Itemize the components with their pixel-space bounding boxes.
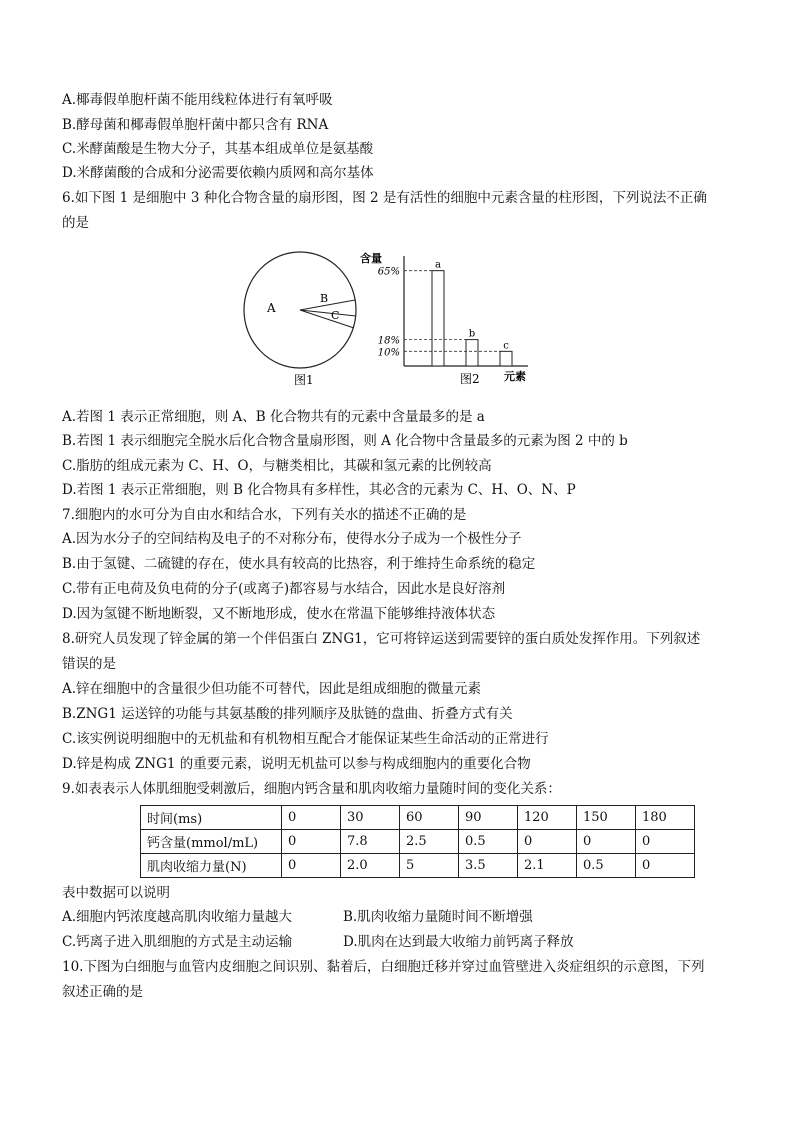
q9-after-table: 表中数据可以说明 — [62, 885, 170, 901]
table-cell: 150 — [577, 806, 636, 830]
q7-option-a: A.因为水分子的空间结构及电子的不对称分布，使得水分子成为一个极性分子 — [62, 531, 522, 547]
table-cell: 0 — [577, 830, 636, 854]
figure2-bar-chart — [360, 251, 528, 386]
q10-stem-line2: 叙述正确的是 — [62, 984, 143, 1000]
y-tick-label: 65% — [377, 266, 400, 278]
q6-option-c: C.脂肪的组成元素为 C、H、O，与糖类相比，其碳和氢元素的比例较高 — [62, 458, 492, 474]
table-cell: 2.5 — [400, 830, 459, 854]
q8-option-c: C.该实例说明细胞中的无机盐和有机物相互配合才能保证某些生命活动的正常进行 — [62, 731, 549, 747]
bar-label-b: b — [468, 328, 476, 340]
bar-a — [432, 271, 444, 366]
pie-label-a: A — [267, 301, 276, 315]
table-cell: 60 — [400, 806, 459, 830]
y-tick-label: 10% — [377, 347, 400, 359]
table-cell: 90 — [459, 806, 518, 830]
table-cell: 3.5 — [459, 854, 518, 878]
q7-stem: 7.细胞内的水可分为自由水和结合水，下列有关水的描述不正确的是 — [62, 507, 467, 523]
q6-figure — [238, 246, 538, 396]
q8-option-b: B.ZNG1 运送锌的功能与其氨基酸的排列顺序及肽链的盘曲、折叠方式有关 — [62, 706, 513, 722]
q7-option-b: B.由于氢键、二硫键的存在，使水具有较高的比热容，利于维持生命系统的稳定 — [62, 556, 536, 572]
y-axis-label: 含量 — [360, 252, 382, 265]
table-cell: 0 — [282, 806, 341, 830]
q8-stem-line2: 错误的是 — [62, 656, 116, 672]
table-cell: 120 — [518, 806, 577, 830]
table-row — [141, 854, 695, 878]
q10-stem-line1: 10.下图为白细胞与血管内皮细胞之间识别、黏着后，白细胞迁移并穿过血管壁进入炎症组织的示意图，下列 — [62, 959, 705, 975]
q9-stem: 9.如表表示人体肌细胞受刺激后，细胞内钙含量和肌肉收缩力量随时间的变化关系： — [62, 781, 561, 797]
x-axis-label: 元素 — [504, 370, 526, 383]
q8-option-a: A.锌在细胞中的含量很少但功能不可替代，因此是组成细胞的微量元素 — [62, 681, 482, 697]
q6-option-a: A.若图 1 表示正常细胞，则 A、B 化合物共有的元素中含量最多的是 a — [62, 409, 485, 425]
bar-label-a: a — [435, 259, 441, 271]
table-cell: 0 — [636, 830, 695, 854]
q7-option-c: C.带有正电荷及负电荷的分子(或离子)都容易与水结合，因此水是良好溶剂 — [62, 581, 506, 597]
table-cell: 7.8 — [341, 830, 400, 854]
q9-option-d: D.肌肉在达到最大收缩力前钙离子释放 — [343, 934, 574, 950]
table-cell: 30 — [341, 806, 400, 830]
figure1-pie — [244, 252, 356, 387]
table-row — [141, 830, 695, 854]
y-tick-label: 18% — [377, 335, 400, 347]
table-row — [141, 806, 695, 830]
q6-option-b: B.若图 1 表示细胞完全脱水后化合物含量扇形图，则 A 化合物中含量最多的元素为图 2 中的 b — [62, 433, 628, 449]
q6-stem-line2: 的是 — [62, 215, 89, 231]
q9-data-table — [140, 805, 695, 878]
q6-stem-line1: 6.如下图 1 是细胞中 3 种化合物含量的扇形图，图 2 是有活性的细胞中元素含量的柱形图，下列说法不正确 — [62, 190, 707, 206]
q8-option-d: D.锌是构成 ZNG1 的重要元素，说明无机盐可以参与构成细胞内的重要化合物 — [62, 756, 531, 772]
table-cell: 肌肉收缩力量(N) — [141, 854, 282, 878]
table-cell: 0 — [282, 854, 341, 878]
q6-option-d: D.若图 1 表示正常细胞，则 B 化合物具有多样性，其必含的元素为 C、H、O、N、P — [62, 482, 576, 498]
table-cell: 钙含量(mmol/mL) — [141, 830, 282, 854]
q8-stem-line1: 8.研究人员发现了锌金属的第一个伴侣蛋白 ZNG1，它可将锌运送到需要锌的蛋白质处发挥作用。下列叙述 — [62, 631, 701, 647]
q9-option-c: C.钙离子进入肌细胞的方式是主动运输 — [62, 934, 293, 950]
bar-c — [500, 351, 512, 366]
table-cell: 2.0 — [341, 854, 400, 878]
table-cell: 5 — [400, 854, 459, 878]
figure1-caption: 图1 — [294, 373, 314, 387]
bar-b — [466, 340, 478, 366]
table-cell: 0 — [518, 830, 577, 854]
pie-label-b: B — [320, 292, 329, 305]
table-cell: 0 — [636, 854, 695, 878]
table-cell: 0 — [282, 830, 341, 854]
bar-label-c: c — [503, 340, 509, 352]
q9-option-b: B.肌肉收缩力量随时间不断增强 — [343, 909, 533, 925]
table-cell: 0.5 — [577, 854, 636, 878]
q9-option-a: A.细胞内钙浓度越高肌肉收缩力量越大 — [62, 909, 293, 925]
table-cell: 180 — [636, 806, 695, 830]
q5-option-d: D.米酵菌酸的合成和分泌需要依赖内质网和高尔基体 — [62, 165, 374, 181]
table-cell: 时间(ms) — [141, 806, 282, 830]
table-cell: 0.5 — [459, 830, 518, 854]
q5-option-a: A.椰毒假单胞杆菌不能用线粒体进行有氧呼吸 — [62, 92, 333, 108]
table-cell: 2.1 — [518, 854, 577, 878]
pie-label-c: C — [331, 309, 340, 322]
q7-option-d: D.因为氢键不断地断裂，又不断地形成，使水在常温下能够维持液体状态 — [62, 606, 496, 622]
q5-option-b: B.酵母菌和椰毒假单胞杆菌中都只含有 RNA — [62, 117, 329, 133]
q5-option-c: C.米酵菌酸是生物大分子，其基本组成单位是氨基酸 — [62, 141, 374, 157]
figure2-caption: 图2 — [460, 372, 480, 386]
